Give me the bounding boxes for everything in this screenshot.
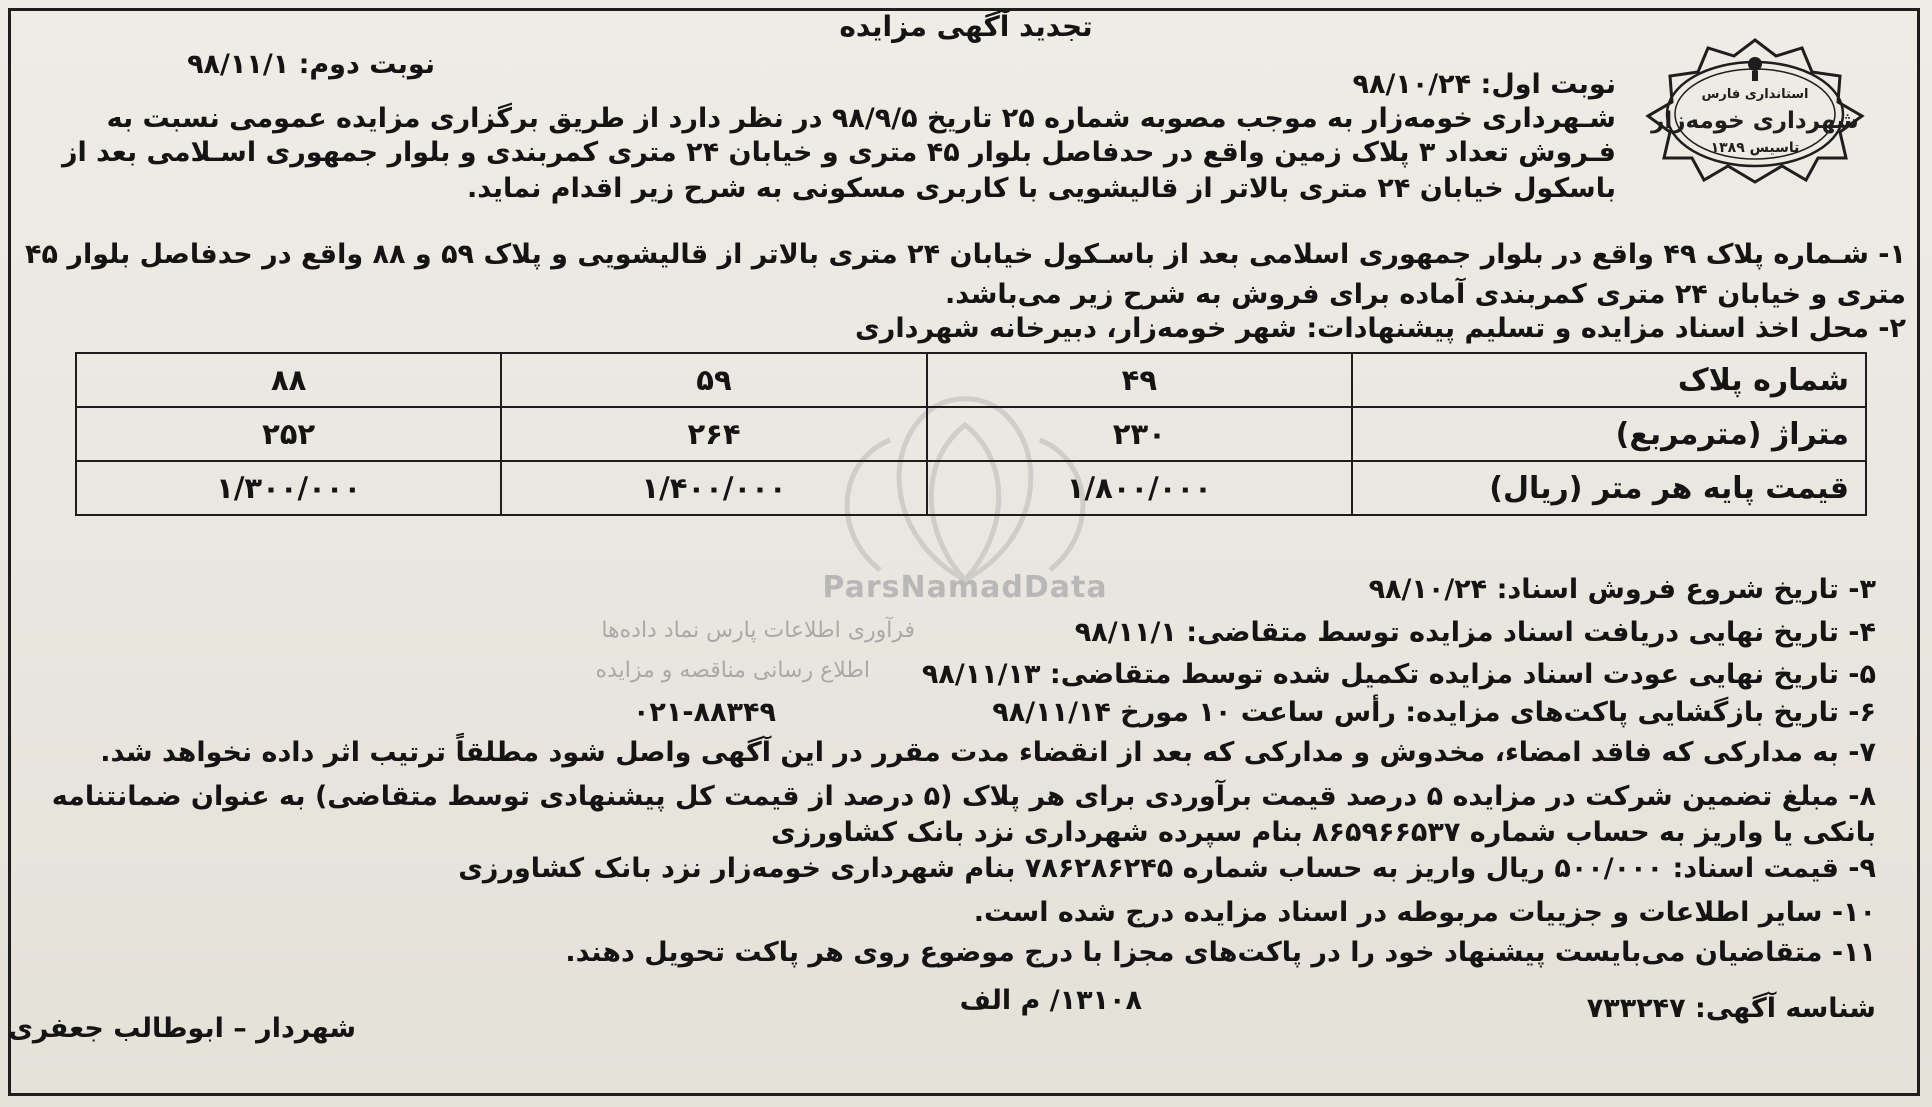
item-9: ۹- قیمت اسناد: ۵۰۰/۰۰۰ ریال واریز به حساب شماره ۷۸۶۲۸۶۲۴۵ بنام شهرداری خومه‌زار نزد بانک کشاورزی bbox=[458, 853, 1876, 884]
intro-line-3: باسکول خیابان ۲۴ متری بالاتر از قالیشویی با کاربری مسکونی به شرح زیر اقدام نماید. bbox=[467, 173, 1616, 204]
item-7: ۷- به مدارکی که فاقد امضاء، مخدوش و مدارکی که بعد از انقضاء مدت مقرر در این آگهی واصل شود مطلقاً ترتیب اثر داده نخواهد شد. bbox=[100, 737, 1876, 768]
seal-top-text: استانداری فارس bbox=[1701, 87, 1809, 102]
item-1-line-1: ۱- شـماره پلاک ۴۹ واقع در بلوار جمهوری اسلامی بعد از باسـکول خیابان ۲۴ متری بالاتر از قالیشویی و پلاک ۵۹ و ۸۸ واقع در حدفاصل بلوار ۴۵ bbox=[25, 239, 1906, 270]
item-1-line-2: متری و خیابان ۲۴ متری کمربندی آماده برای فروش به شرح زیر می‌باشد. bbox=[944, 279, 1906, 310]
ad-title: تجدید آگهی مزایده bbox=[839, 10, 1093, 43]
intro-line-1: شـهرداری خومه‌زار به موجب مصوبه شماره ۲۵ تاریخ ۹۸/۹/۵ در نظر دارد از طریق برگزاری مزایده عمومی نسبت به bbox=[106, 103, 1616, 134]
ad-id: شناسه آگهی: ۷۳۳۲۴۷ bbox=[1586, 993, 1876, 1024]
watermark-brand: ParsNamadData bbox=[822, 570, 1108, 605]
cell-plate-59: ۵۹ bbox=[501, 353, 926, 407]
intro-line-2: فـروش تعداد ۳ پلاک زمین واقع در حدفاصل بلوار ۴۵ متری و خیابان ۲۴ متری کمربندی و بلوار جمهوری اسـلامی بعد از bbox=[61, 137, 1616, 168]
item-3: ۳- تاریخ شروع فروش اسناد: ۹۸/۱۰/۲۴ bbox=[1368, 574, 1876, 605]
second-round-date: نوبت دوم: ۹۸/۱۱/۱ bbox=[187, 49, 435, 80]
table-row bbox=[76, 461, 1866, 515]
cell-plate-49: ۴۹ bbox=[927, 353, 1352, 407]
cell-area-59: ۲۶۴ bbox=[501, 407, 926, 461]
table-row bbox=[76, 353, 1866, 407]
item-8-line-1: ۸- مبلغ تضمین شرکت در مزایده ۵ درصد قیمت برآوردی برای هر پلاک (۵ درصد از قیمت کل پیشنهادی توسط متقاضی) به عنوان ضمانتنامه bbox=[51, 781, 1876, 812]
item-6: ۶- تاریخ بازگشایی پاکت‌های مزایده: رأس ساعت ۱۰ مورخ ۹۸/۱۱/۱۴ bbox=[992, 697, 1876, 728]
item-4: ۴- تاریخ نهایی دریافت اسناد مزایده توسط متقاضی: ۹۸/۱۱/۱ bbox=[1074, 617, 1876, 648]
table-row bbox=[76, 407, 1866, 461]
item-5: ۵- تاریخ نهایی عودت اسناد مزایده تکمیل شده توسط متقاضی: ۹۸/۱۱/۱۳ bbox=[921, 659, 1876, 690]
ad-code: ۱۳۱۰۸/ م الف bbox=[959, 985, 1142, 1016]
watermark-tagline: فرآوری اطلاعات پارس نماد داده‌ها bbox=[601, 618, 915, 643]
cell-area-49: ۲۳۰ bbox=[927, 407, 1352, 461]
item-2: ۲- محل اخذ اسناد مزایده و تسلیم پیشنهادات: شهر خومه‌زار، دبیرخانه شهرداری bbox=[855, 313, 1906, 344]
first-round-date: نوبت اول: ۹۸/۱۰/۲۴ bbox=[1352, 69, 1616, 100]
item-10: ۱۰- سایر اطلاعات و جزییات مربوطه در اسناد مزایده درج شده است. bbox=[973, 897, 1876, 928]
cell-price-59: ۱/۴۰۰/۰۰۰ bbox=[501, 461, 926, 515]
cell-price-88: ۱/۳۰۰/۰۰۰ bbox=[76, 461, 501, 515]
mayor-signature: شهردار – ابوطالب جعفری bbox=[8, 1013, 356, 1044]
cell-plate-88: ۸۸ bbox=[76, 353, 501, 407]
watermark-phone: ۰۲۱-۸۸۳۴۹ bbox=[632, 697, 776, 728]
cell-area-88: ۲۵۲ bbox=[76, 407, 501, 461]
item-11: ۱۱- متقاضیان می‌بایست پیشنهاد خود را در پاکت‌های مجزا با درج موضوع روی هر پاکت تحویل دهند. bbox=[565, 937, 1876, 968]
row-label-plate: شماره پلاک bbox=[1352, 353, 1866, 407]
municipality-seal bbox=[1626, 36, 1884, 186]
seal-name-text: شهرداری خومه‌زار bbox=[1651, 108, 1859, 134]
watermark-service: اطلاع رسانی مناقصه و مزایده bbox=[595, 658, 870, 683]
cell-price-49: ۱/۸۰۰/۰۰۰ bbox=[927, 461, 1352, 515]
seal-est-text: تاسیس ۱۳۸۹ bbox=[1710, 140, 1800, 156]
row-label-area: متراژ (مترمربع) bbox=[1352, 407, 1866, 461]
parcels-table bbox=[75, 352, 1867, 516]
item-8-line-2: بانکی یا واریز به حساب شماره ۸۶۵۹۶۶۵۳۷ بنام سپرده شهرداری نزد بانک کشاورزی bbox=[771, 817, 1876, 848]
row-label-price: قیمت پایه هر متر (ریال) bbox=[1352, 461, 1866, 515]
